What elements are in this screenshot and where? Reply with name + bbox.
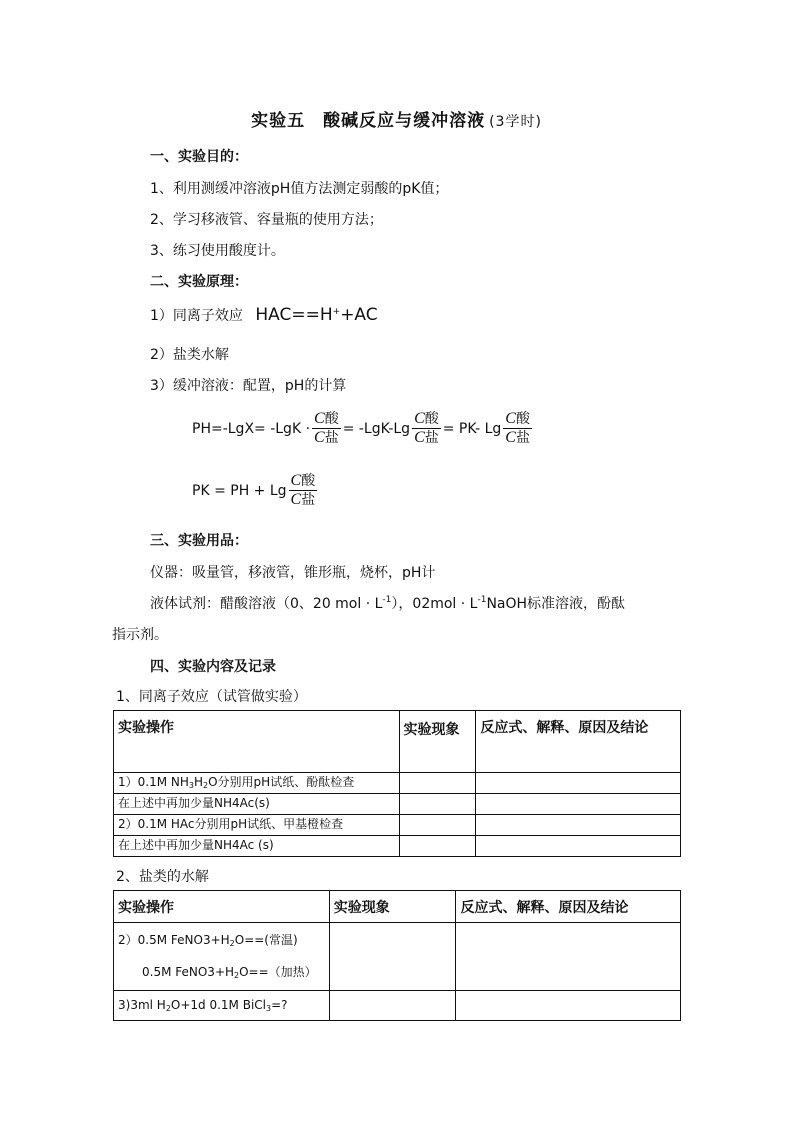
fraction: [412, 410, 441, 447]
table-row: [114, 794, 681, 815]
cell-phenomenon[interactable]: [399, 815, 476, 836]
cell-phenomenon[interactable]: [399, 773, 476, 794]
eq-part: HAC==H: [255, 305, 333, 325]
cell-result[interactable]: [476, 794, 681, 815]
principle-2: 2）盐类水解: [150, 347, 229, 363]
cell-sub: 2: [203, 781, 209, 790]
reagents-sup: -1: [382, 595, 392, 605]
reagents-sup: -1: [477, 595, 487, 605]
eq-sup: +: [332, 307, 341, 317]
cell-text: O==(常温): [234, 933, 298, 947]
objective-1: 1、利用测缓冲溶液pH值方法测定弱酸的pK值；: [150, 181, 449, 197]
frac-c: C: [414, 429, 425, 446]
reagents-text: ），02mol · L: [391, 596, 478, 612]
reagents-text: 液体试剂：醋酸溶液（0、20 mol · L: [150, 596, 383, 612]
cell-operation: 2）0.1M HAc分别用pH试纸、甲基橙检查: [114, 815, 400, 836]
frac-c: C: [505, 410, 516, 427]
header-operation: 实验操作: [114, 711, 400, 773]
eq-part: +AC: [340, 305, 378, 325]
cell-operation: [114, 923, 330, 991]
cell-sub: 3: [266, 1004, 272, 1013]
formula-pk: [192, 472, 319, 509]
frac-c: C: [505, 429, 516, 446]
reagents: [150, 593, 625, 613]
frac-acid: 酸: [301, 473, 316, 489]
table-row: [114, 923, 681, 991]
header-result: 反应式、解释、原因及结论: [476, 711, 681, 773]
header-operation: 实验操作: [114, 891, 330, 923]
table-row: [114, 991, 681, 1021]
title-text: 实验五 酸碱反应与缓冲溶液: [251, 111, 486, 131]
cell-text: O分别用pH试纸、酚酞检查: [208, 775, 355, 789]
cell-sub: 2: [229, 939, 235, 948]
reagents-text: NaOH标准溶液，酚酞: [486, 596, 626, 612]
cell-text: H: [193, 775, 204, 789]
cell-text: 1）0.1M NH: [118, 775, 189, 789]
cell-operation: [114, 773, 400, 794]
fraction: [312, 410, 341, 447]
reagents-continued: 指示剂。: [112, 627, 168, 643]
principle-1: [150, 305, 378, 325]
principle-1-label: 1）同离子效应: [150, 308, 243, 324]
frac-acid: 酸: [515, 411, 530, 427]
cell-result[interactable]: [456, 923, 681, 991]
title-hours: (3学时): [489, 114, 542, 130]
cell-line: [118, 958, 325, 990]
table-header-row: [114, 891, 681, 923]
cell-operation: 在上述中再加少量NH4Ac (s): [114, 836, 400, 857]
frac-salt: 盐: [515, 430, 530, 446]
principle-1-equation: [255, 305, 377, 325]
frac-c: C: [314, 410, 325, 427]
section-2-heading: 二、实验原理：: [150, 274, 248, 290]
page-title: [0, 106, 793, 131]
cell-line: [118, 926, 325, 958]
subsection-2: 2、盐类的水解: [116, 869, 209, 885]
header-result: 反应式、解释、原因及结论: [456, 891, 681, 923]
cell-text: =?: [271, 998, 288, 1012]
cell-result[interactable]: [456, 991, 681, 1021]
table-hydrolysis: [113, 890, 681, 1021]
cell-text: O+1d 0.1M BiCl: [170, 998, 267, 1012]
objective-3: 3、练习使用酸度计。: [150, 243, 285, 259]
principle-3: 3）缓冲溶液：配置，pH的计算: [150, 378, 347, 394]
cell-sub: 2: [165, 1004, 171, 1013]
table-row: [114, 836, 681, 857]
frac-c: C: [414, 410, 425, 427]
header-phenomenon: 实验现象: [329, 891, 456, 923]
frac-c: C: [290, 472, 302, 489]
instruments: 仪器：吸量管，移液管，锥形瓶，烧杯，pH计: [150, 565, 436, 581]
formula-text: PK = PH + Lg: [192, 482, 287, 499]
frac-salt: 盐: [324, 430, 339, 446]
cell-result[interactable]: [476, 773, 681, 794]
section-3-heading: 三、实验用品：: [150, 533, 248, 549]
cell-phenomenon[interactable]: [329, 923, 456, 991]
formula-text: = -LgK-Lg: [342, 420, 411, 437]
formula-text: = PK- Lg: [442, 420, 502, 437]
cell-operation: [114, 991, 330, 1021]
frac-salt: 盐: [301, 492, 316, 508]
cell-sub: 3: [188, 781, 194, 790]
cell-text: 0.5M FeNO3+H: [142, 965, 235, 979]
cell-result[interactable]: [476, 815, 681, 836]
cell-sub: 2: [234, 971, 240, 980]
frac-acid: 酸: [424, 411, 439, 427]
header-phenomenon: 实验现象: [399, 711, 476, 773]
cell-text: 2）0.5M FeNO3+H: [118, 933, 230, 947]
fraction: [503, 410, 532, 447]
cell-operation: 在上述中再加少量NH4Ac(s): [114, 794, 400, 815]
frac-salt: 盐: [424, 430, 439, 446]
formula-ph: [192, 410, 534, 447]
frac-acid: 酸: [324, 411, 339, 427]
cell-result[interactable]: [476, 836, 681, 857]
formula-text: PH=-LgX= -LgK ·: [192, 420, 311, 437]
section-1-heading: 一、实验目的：: [150, 149, 248, 165]
cell-phenomenon[interactable]: [399, 836, 476, 857]
table-common-ion: [113, 710, 681, 857]
section-4-heading: 四、实验内容及记录: [150, 659, 276, 675]
frac-c: C: [314, 429, 325, 446]
cell-phenomenon[interactable]: [329, 991, 456, 1021]
table-header-row: [114, 711, 681, 773]
cell-phenomenon[interactable]: [399, 794, 476, 815]
fraction: [289, 472, 318, 509]
cell-text: O==（加热）: [239, 965, 317, 979]
frac-c: C: [290, 491, 302, 508]
table-row: [114, 815, 681, 836]
subsection-1: 1、同离子效应（试管做实验）: [116, 689, 307, 705]
cell-text: 3)3ml H: [118, 998, 166, 1012]
objective-2: 2、学习移液管、容量瓶的使用方法；: [150, 212, 383, 228]
table-row: [114, 773, 681, 794]
